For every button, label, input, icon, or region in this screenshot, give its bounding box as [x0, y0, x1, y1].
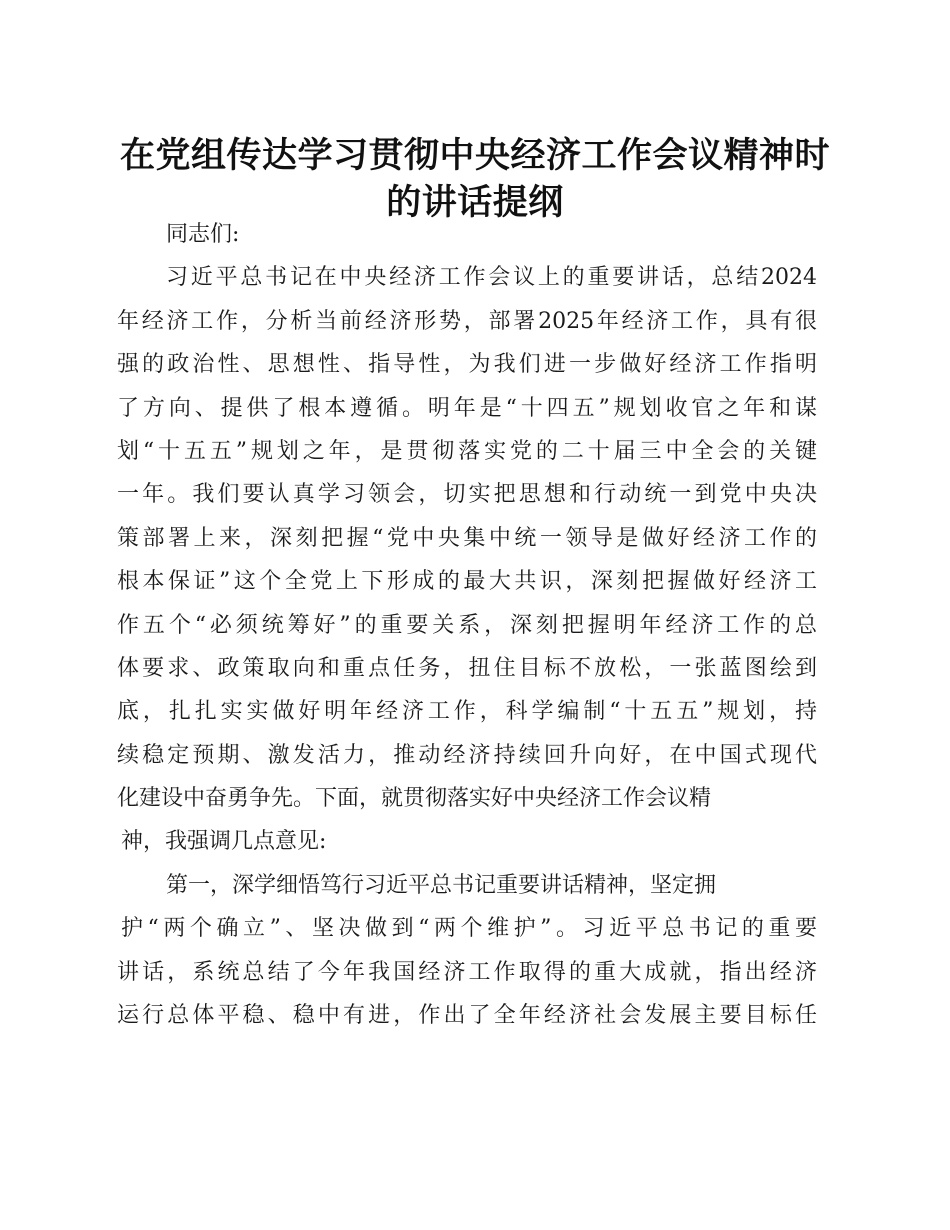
paragraph-line: 底，扎扎实实做好明年经济工作，科学编制“十五五”规划，持: [117, 699, 817, 725]
paragraph-1: [117, 256, 817, 863]
paragraph-line: 习近平总书记在中央经济工作会议上的重要讲话，总结2024: [166, 265, 817, 291]
salutation: 同志们:: [166, 222, 240, 247]
title-line-2: 的讲话提纲: [386, 182, 564, 223]
document-title: [100, 132, 850, 226]
paragraph-line: 神，我强调几点意见:: [121, 829, 327, 855]
document-body: [117, 213, 817, 1037]
paragraph-line: 划“十五五”规划之年，是贯彻落实党的二十届三中全会的关键: [117, 438, 817, 464]
paragraph-line: 强的政治性、思想性、指导性，为我们进一步做好经济工作指明: [117, 352, 817, 378]
paragraph-line: 体要求、政策取向和重点任务，扭住目标不放松，一张蓝图绘到: [117, 655, 817, 681]
paragraph-line: 续稳定预期、激发活力，推动经济持续回升向好，在中国式现代: [117, 742, 817, 768]
paragraph-line: 策部署上来，深刻把握“党中央集中统一领导是做好经济工作的: [117, 525, 817, 551]
paragraph-line: 作五个“必须统筹好”的重要关系，深刻把握明年经济工作的总: [117, 612, 817, 638]
paragraph-line: 讲话，系统总结了今年我国经济工作取得的重大成就，指出经济: [117, 959, 817, 985]
paragraph-line: 第一，深学细悟笃行习近平总书记重要讲话精神，坚定拥: [166, 872, 717, 898]
paragraph-line: 化建设中奋勇争先。下面，就贯彻落实好中央经济工作会议精: [117, 786, 712, 812]
paragraph-line: 一年。我们要认真学习领会，切实把思想和行动统一到党中央决: [117, 482, 817, 508]
paragraph-line: 根本保证”这个全党上下形成的最大共识，深刻把握做好经济工: [117, 569, 817, 595]
paragraph-2: [117, 864, 817, 1038]
paragraph-line: 运行总体平稳、稳中有进，作出了全年经济社会发展主要目标任: [117, 1003, 817, 1029]
paragraph-line: 了方向、提供了根本遵循。明年是“十四五”规划收官之年和谋: [117, 395, 817, 421]
title-line-1: 在党组传达学习贯彻中央经济工作会议精神时: [119, 135, 830, 176]
paragraph-line: 年经济工作，分析当前经济形势，部署2025年经济工作，具有很: [117, 308, 817, 334]
paragraph-line: 护“两个确立”、坚决做到“两个维护”。习近平总书记的重要: [121, 916, 817, 942]
